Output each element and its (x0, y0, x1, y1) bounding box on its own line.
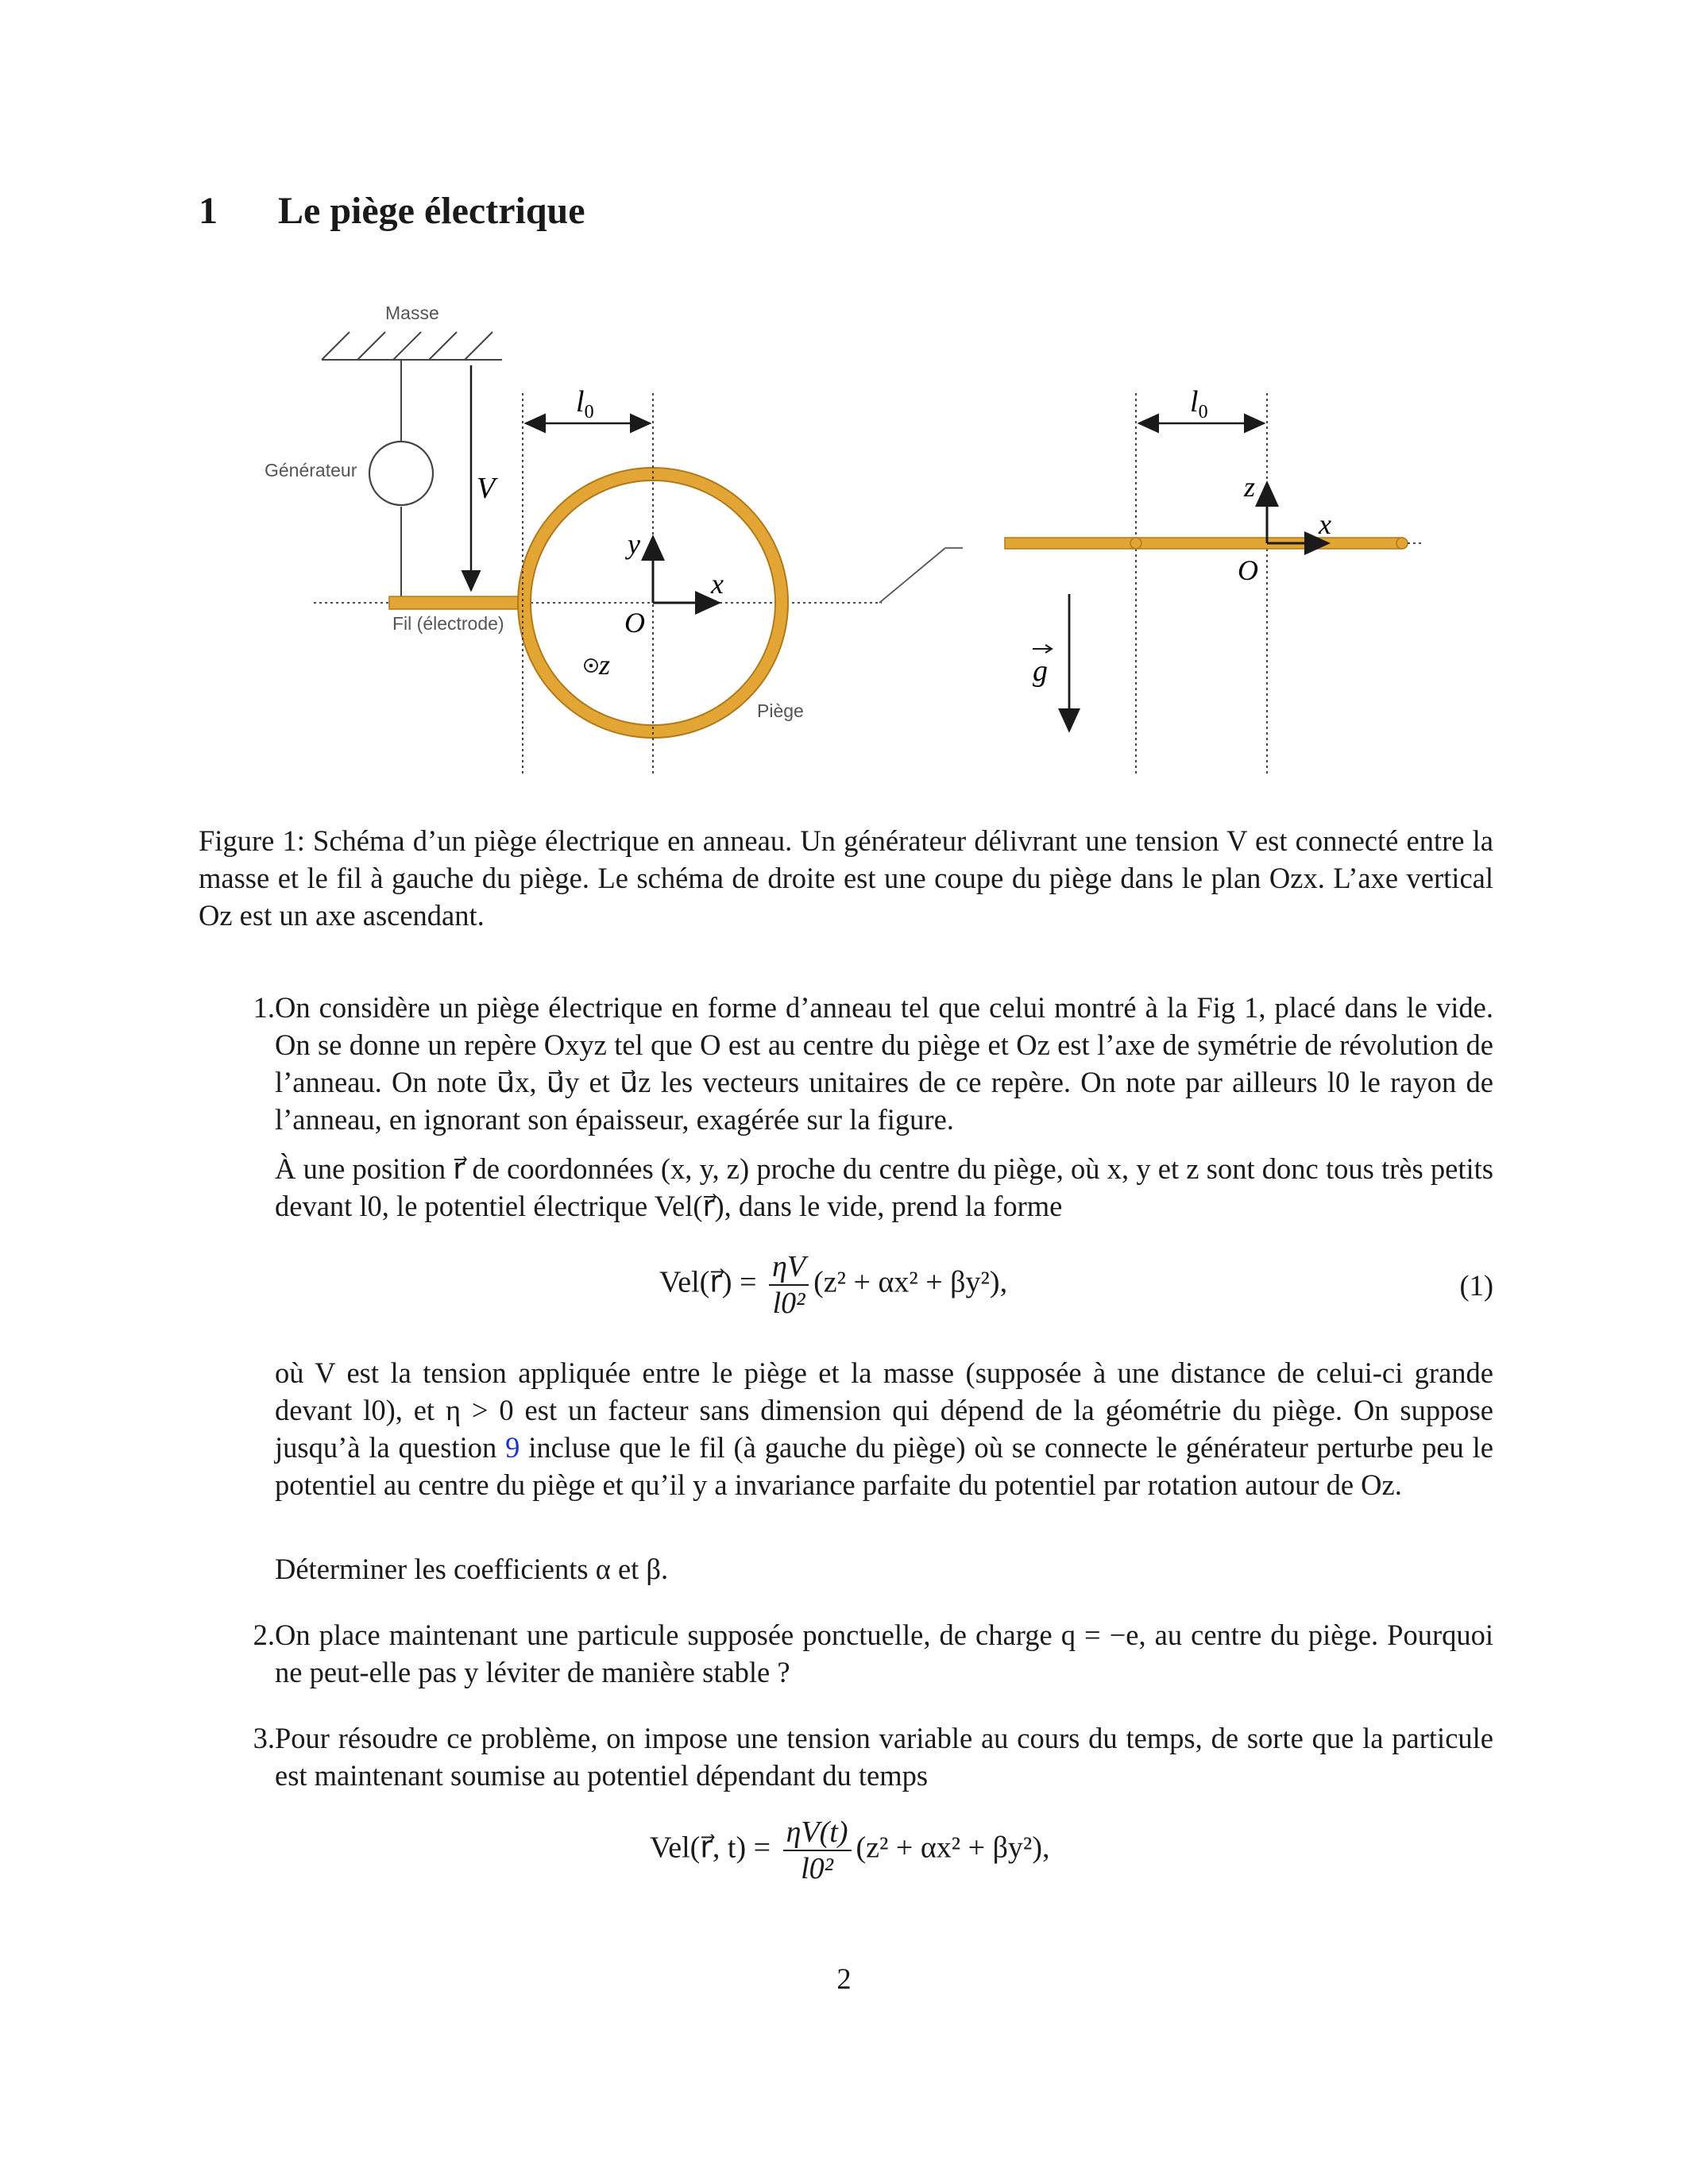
page-number: 2 (836, 1962, 852, 1995)
trap-cross-section (1005, 538, 1402, 549)
eq1-denominator: l0² (772, 1287, 805, 1320)
label-g: g (1033, 654, 1048, 688)
label-generateur: Générateur (265, 460, 357, 480)
question-number: 2. (253, 1619, 275, 1651)
label-V: V (477, 472, 496, 505)
question-number: 1. (253, 991, 275, 1024)
equation-1-number: (1) (1459, 1269, 1493, 1302)
question-1-paragraph-3: où V est la tension appliquée entre le piège et la masse (supposée à une distance de celui-ci grande devant l0), et η > 0 est un facteur sans dimension qui dépend de la géométrie du piège. On suppose jusqu’à la question 9 incluse que le fil (à gauche du piège) où se connecte le générateur perturbe peu le potentiel au centre du piège et qu’il y a invariance parfaite du potentiel par rotation autour de Oz. (275, 1356, 1493, 1501)
question-3 (235, 1719, 1493, 1794)
label-fil: Fil (électrode) (392, 613, 504, 634)
question-1-task: Déterminer les coefficients α et β. (275, 1553, 669, 1585)
section-number: 1 (199, 190, 218, 232)
label-O-left: O (624, 607, 645, 639)
label-z-right: z (1244, 471, 1256, 503)
label-masse: Masse (385, 303, 439, 323)
section-title-text: Le piège électrique (278, 190, 585, 232)
figure-ring-trap (0, 0, 1688, 794)
eq2-numerator: ηV(t) (783, 1815, 852, 1851)
eq1-lhs: Vel(r⃗) = (659, 1265, 757, 1299)
label-piege: Piège (757, 700, 804, 721)
question-1-position (235, 1150, 1493, 1225)
eq2-lhs: Vel(r⃗, t) = (650, 1831, 771, 1865)
label-x-left: x (711, 568, 724, 600)
label-x-right: x (1319, 508, 1331, 540)
generator-symbol (369, 442, 433, 505)
eq1-rhs: (z² + αx² + βy²), (813, 1265, 1008, 1299)
question-3-text: Pour résoudre ce problème, on impose une tension variable au cours du temps, de sorte que la particule est maintenant soumise au potentiel dépendant du temps (275, 1722, 1493, 1792)
eq1-numerator: ηV (769, 1249, 809, 1286)
question-1-intro: On considère un piège électrique en forme d’anneau tel que celui montré à la Fig 1, placé dans le vide. On se donne un repère Oxyz tel que O est au centre du piège et Oz est l’axe de symétrie de révolution de l’anneau. On note u⃗x, u⃗y et u⃗z les vecteurs unitaires de ce repère. On note par ailleurs l0 le rayon de l’anneau, en ignorant son épaisseur, exagérée sur la figure. (275, 991, 1493, 1136)
eq2-rhs: (z² + αx² + βy²), (856, 1831, 1050, 1865)
label-l0-left: $l_0$ (576, 385, 594, 423)
question-1-paragraph-2: À une position r⃗ de coordonnées (x, y, z) proche du centre du piège, où x, y et z sont donc tous très petits devant l0, le potentiel électrique Vel(r⃗), dans le vide, prend la forme (275, 1152, 1493, 1222)
question-2-text: On place maintenant une particule supposée ponctuelle, de charge q = −e, au centre du piège. Pourquoi ne peut-elle pas y léviter de manière stable ? (275, 1619, 1493, 1688)
question-2 (235, 1616, 1493, 1691)
label-z-left: z (599, 649, 611, 681)
label-l0-right: $l_0$ (1190, 385, 1208, 423)
label-O-right: O (1238, 554, 1258, 586)
figure-caption: Figure 1: Schéma d’un piège électrique en anneau. Un générateur délivrant une tension V est connecté entre la masse et le fil à gauche du piège. Le schéma de droite est une coupe du piège dans le plan Ozx. L’axe vertical Oz est un axe ascendant. (199, 824, 1493, 932)
question-1 (235, 989, 1493, 1138)
eq2-denominator: l0² (801, 1852, 834, 1885)
question-number: 3. (253, 1722, 275, 1754)
question-9-link[interactable]: 9 (505, 1431, 520, 1464)
equation-1 (659, 1249, 1007, 1321)
electrode-wire (389, 596, 521, 609)
equation-2 (650, 1815, 1049, 1886)
label-y-left: y (628, 528, 640, 560)
